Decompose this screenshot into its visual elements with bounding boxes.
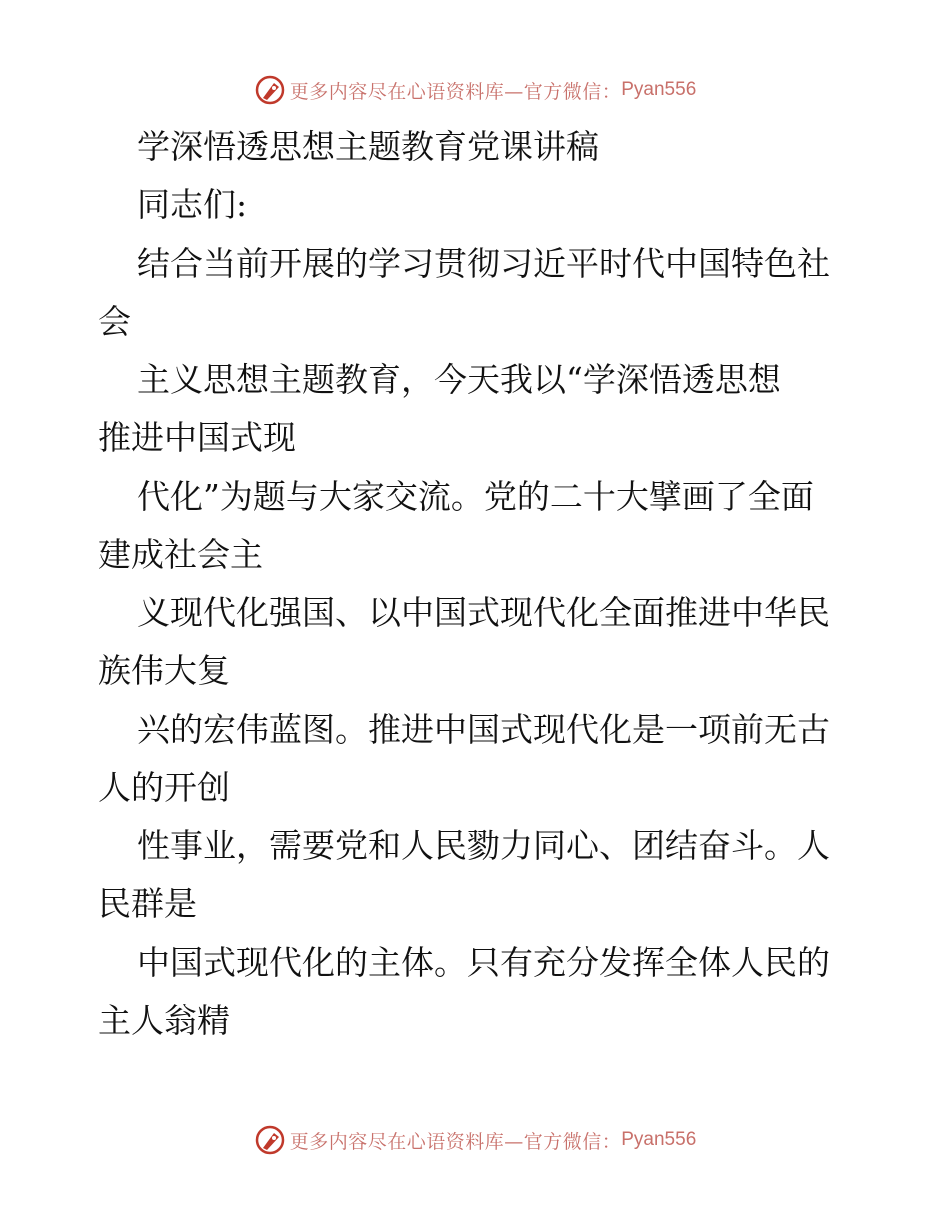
watermark-text: 更多内容尽在心语资料库—官方微信：	[289, 80, 622, 103]
body-line: 性事业，需要党和人民勠力同心、团结奋斗。人	[137, 826, 830, 865]
pen-nib-logo-icon	[254, 74, 286, 106]
body-line: 建成社会主	[98, 535, 263, 574]
greeting-line: 同志们:	[137, 185, 248, 224]
body-line: 民群是	[98, 884, 197, 923]
body-line: 中国式现代化的主体。只有充分发挥全体人民的	[137, 943, 830, 982]
pen-nib-logo-icon	[254, 1124, 286, 1156]
wechat-id: Pyan556	[621, 1129, 697, 1150]
body-line: 会	[98, 302, 131, 341]
wechat-id: Pyan556	[621, 79, 697, 100]
footer-watermark-banner	[0, 1122, 950, 1158]
body-line: 主义思想主题教育，今天我以“学深悟透思想	[137, 360, 781, 399]
body-line: 结合当前开展的学习贯彻习近平时代中国特色社	[137, 244, 830, 283]
body-line: 代化”为题与大家交流。党的二十大擘画了全面	[137, 477, 814, 516]
document-title: 学深悟透思想主题教育党课讲稿	[137, 127, 599, 166]
body-line: 主人翁精	[98, 1001, 230, 1040]
header-watermark-banner	[0, 72, 950, 108]
watermark-text: 更多内容尽在心语资料库—官方微信：	[289, 1130, 622, 1153]
body-line: 族伟大复	[98, 651, 230, 690]
body-line: 义现代化强国、以中国式现代化全面推进中华民	[137, 593, 830, 632]
body-line: 人的开创	[98, 768, 230, 807]
body-line: 推进中国式现	[98, 418, 296, 457]
body-line: 兴的宏伟蓝图。推进中国式现代化是一项前无古	[137, 710, 830, 749]
